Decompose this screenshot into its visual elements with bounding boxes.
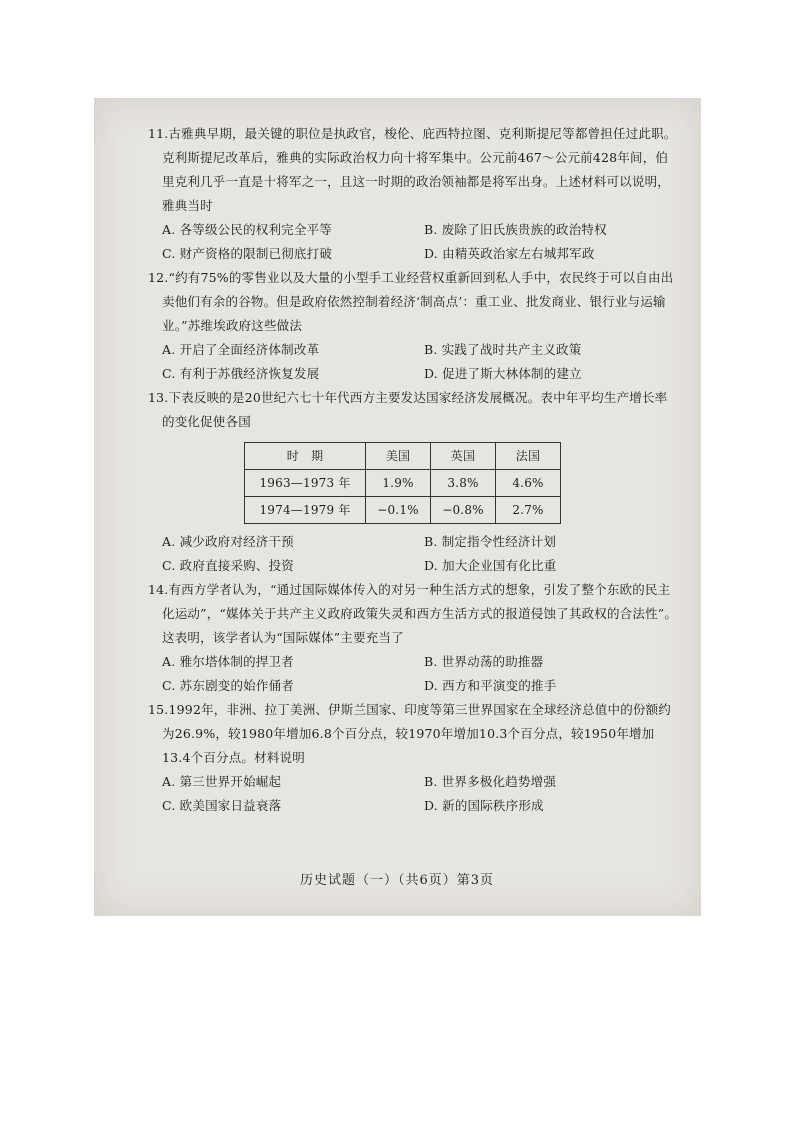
options [148, 530, 680, 578]
table-cell: −0.8% [431, 497, 496, 524]
options [148, 650, 680, 698]
option-d: D. 加大企业国有化比重 [424, 558, 557, 573]
exam-content [148, 122, 680, 818]
table-cell: 2.7% [496, 497, 561, 524]
table-row [245, 470, 561, 497]
table-header: 英国 [431, 443, 496, 470]
option-d: D. 促进了斯大林体制的建立 [424, 366, 582, 381]
option-b: B. 世界多极化趋势增强 [424, 774, 557, 789]
option-c: C. 有利于苏俄经济恢复发展 [162, 366, 320, 381]
question-13 [148, 386, 680, 578]
question-12 [148, 266, 680, 386]
growth-rate-table [244, 442, 561, 524]
question-11 [148, 122, 680, 266]
table-cell: −0.1% [366, 497, 431, 524]
question-15 [148, 698, 680, 818]
question-stem: 15.1992年，非洲、拉丁美洲、伊斯兰国家、印度等第三世界国家在全球经济总值中的份额约为26.9%，较1980年增加6.8个百分点，较1970年增加10.3个百分点，较1950年增加13.4个百分点。材料说明 [148, 702, 671, 765]
option-a: A. 各等级公民的权利完全平等 [162, 222, 332, 237]
table-header: 时 期 [245, 443, 366, 470]
page-footer: 历史试题（一）（共6页）第3页 [299, 873, 495, 888]
table-header-row [245, 443, 561, 470]
option-b: B. 制定指令性经济计划 [424, 534, 557, 549]
option-a: A. 雅尔塔体制的捍卫者 [162, 654, 294, 669]
option-b: B. 世界动荡的助推器 [424, 654, 544, 669]
table-cell: 1.9% [366, 470, 431, 497]
table-cell: 3.8% [431, 470, 496, 497]
option-c: C. 财产资格的限制已彻底打破 [162, 246, 333, 261]
table-header: 美国 [366, 443, 431, 470]
question-stem: 11.古雅典早期，最关键的职位是执政官，梭伦、庇西特拉图、克利斯提尼等都曾担任过此职。克利斯提尼改革后，雅典的实际政治权力向十将军集中。公元前467～公元前428年间，伯里克利几乎一直是十将军之一，且这一时期的政治领袖都是将军出身。上述材料可以说明，雅典当时 [148, 126, 677, 213]
table-header: 法国 [496, 443, 561, 470]
question-stem: 12.“约有75%的零售业以及大量的小型手工业经营权重新回到私人手中，农民终于可以自由出卖他们有余的谷物。但是政府依然控制着经济‘制高点’：重工业、批发商业、银行业与运输业。”苏维埃政府这些做法 [148, 270, 674, 333]
option-a: A. 第三世界开始崛起 [162, 774, 282, 789]
option-d: D. 西方和平演变的推手 [424, 678, 557, 693]
question-stem: 13.下表反映的是20世纪六七十年代西方主要发达国家经济发展概况。表中年平均生产增长率的变化促使各国 [148, 390, 668, 429]
option-c: C. 欧美国家日益衰落 [162, 798, 282, 813]
option-c: C. 政府直接采购、投资 [162, 558, 294, 573]
table-cell: 1974—1979 年 [245, 497, 366, 524]
option-b: B. 废除了旧氏族贵族的政治特权 [424, 222, 607, 237]
question-14 [148, 578, 680, 698]
table-row [245, 497, 561, 524]
option-b: B. 实践了战时共产主义政策 [424, 342, 582, 357]
option-d: D. 由精英政治家左右城邦军政 [424, 246, 595, 261]
options [148, 338, 680, 386]
option-d: D. 新的国际秩序形成 [424, 798, 544, 813]
option-c: C. 苏东剧变的始作俑者 [162, 678, 294, 693]
table-cell: 1963—1973 年 [245, 470, 366, 497]
options [148, 770, 680, 818]
option-a: A. 减少政府对经济干预 [162, 534, 294, 549]
option-a: A. 开启了全面经济体制改革 [162, 342, 320, 357]
table-cell: 4.6% [496, 470, 561, 497]
options [148, 218, 680, 266]
question-stem: 14.有西方学者认为，“通过国际媒体传入的对另一种生活方式的想象，引发了整个东欧的民主化运动”，“媒体关于共产主义政府政策失灵和西方生活方式的报道侵蚀了其政权的合法性”。这表明，该学者认为“国际媒体”主要充当了 [148, 582, 678, 645]
